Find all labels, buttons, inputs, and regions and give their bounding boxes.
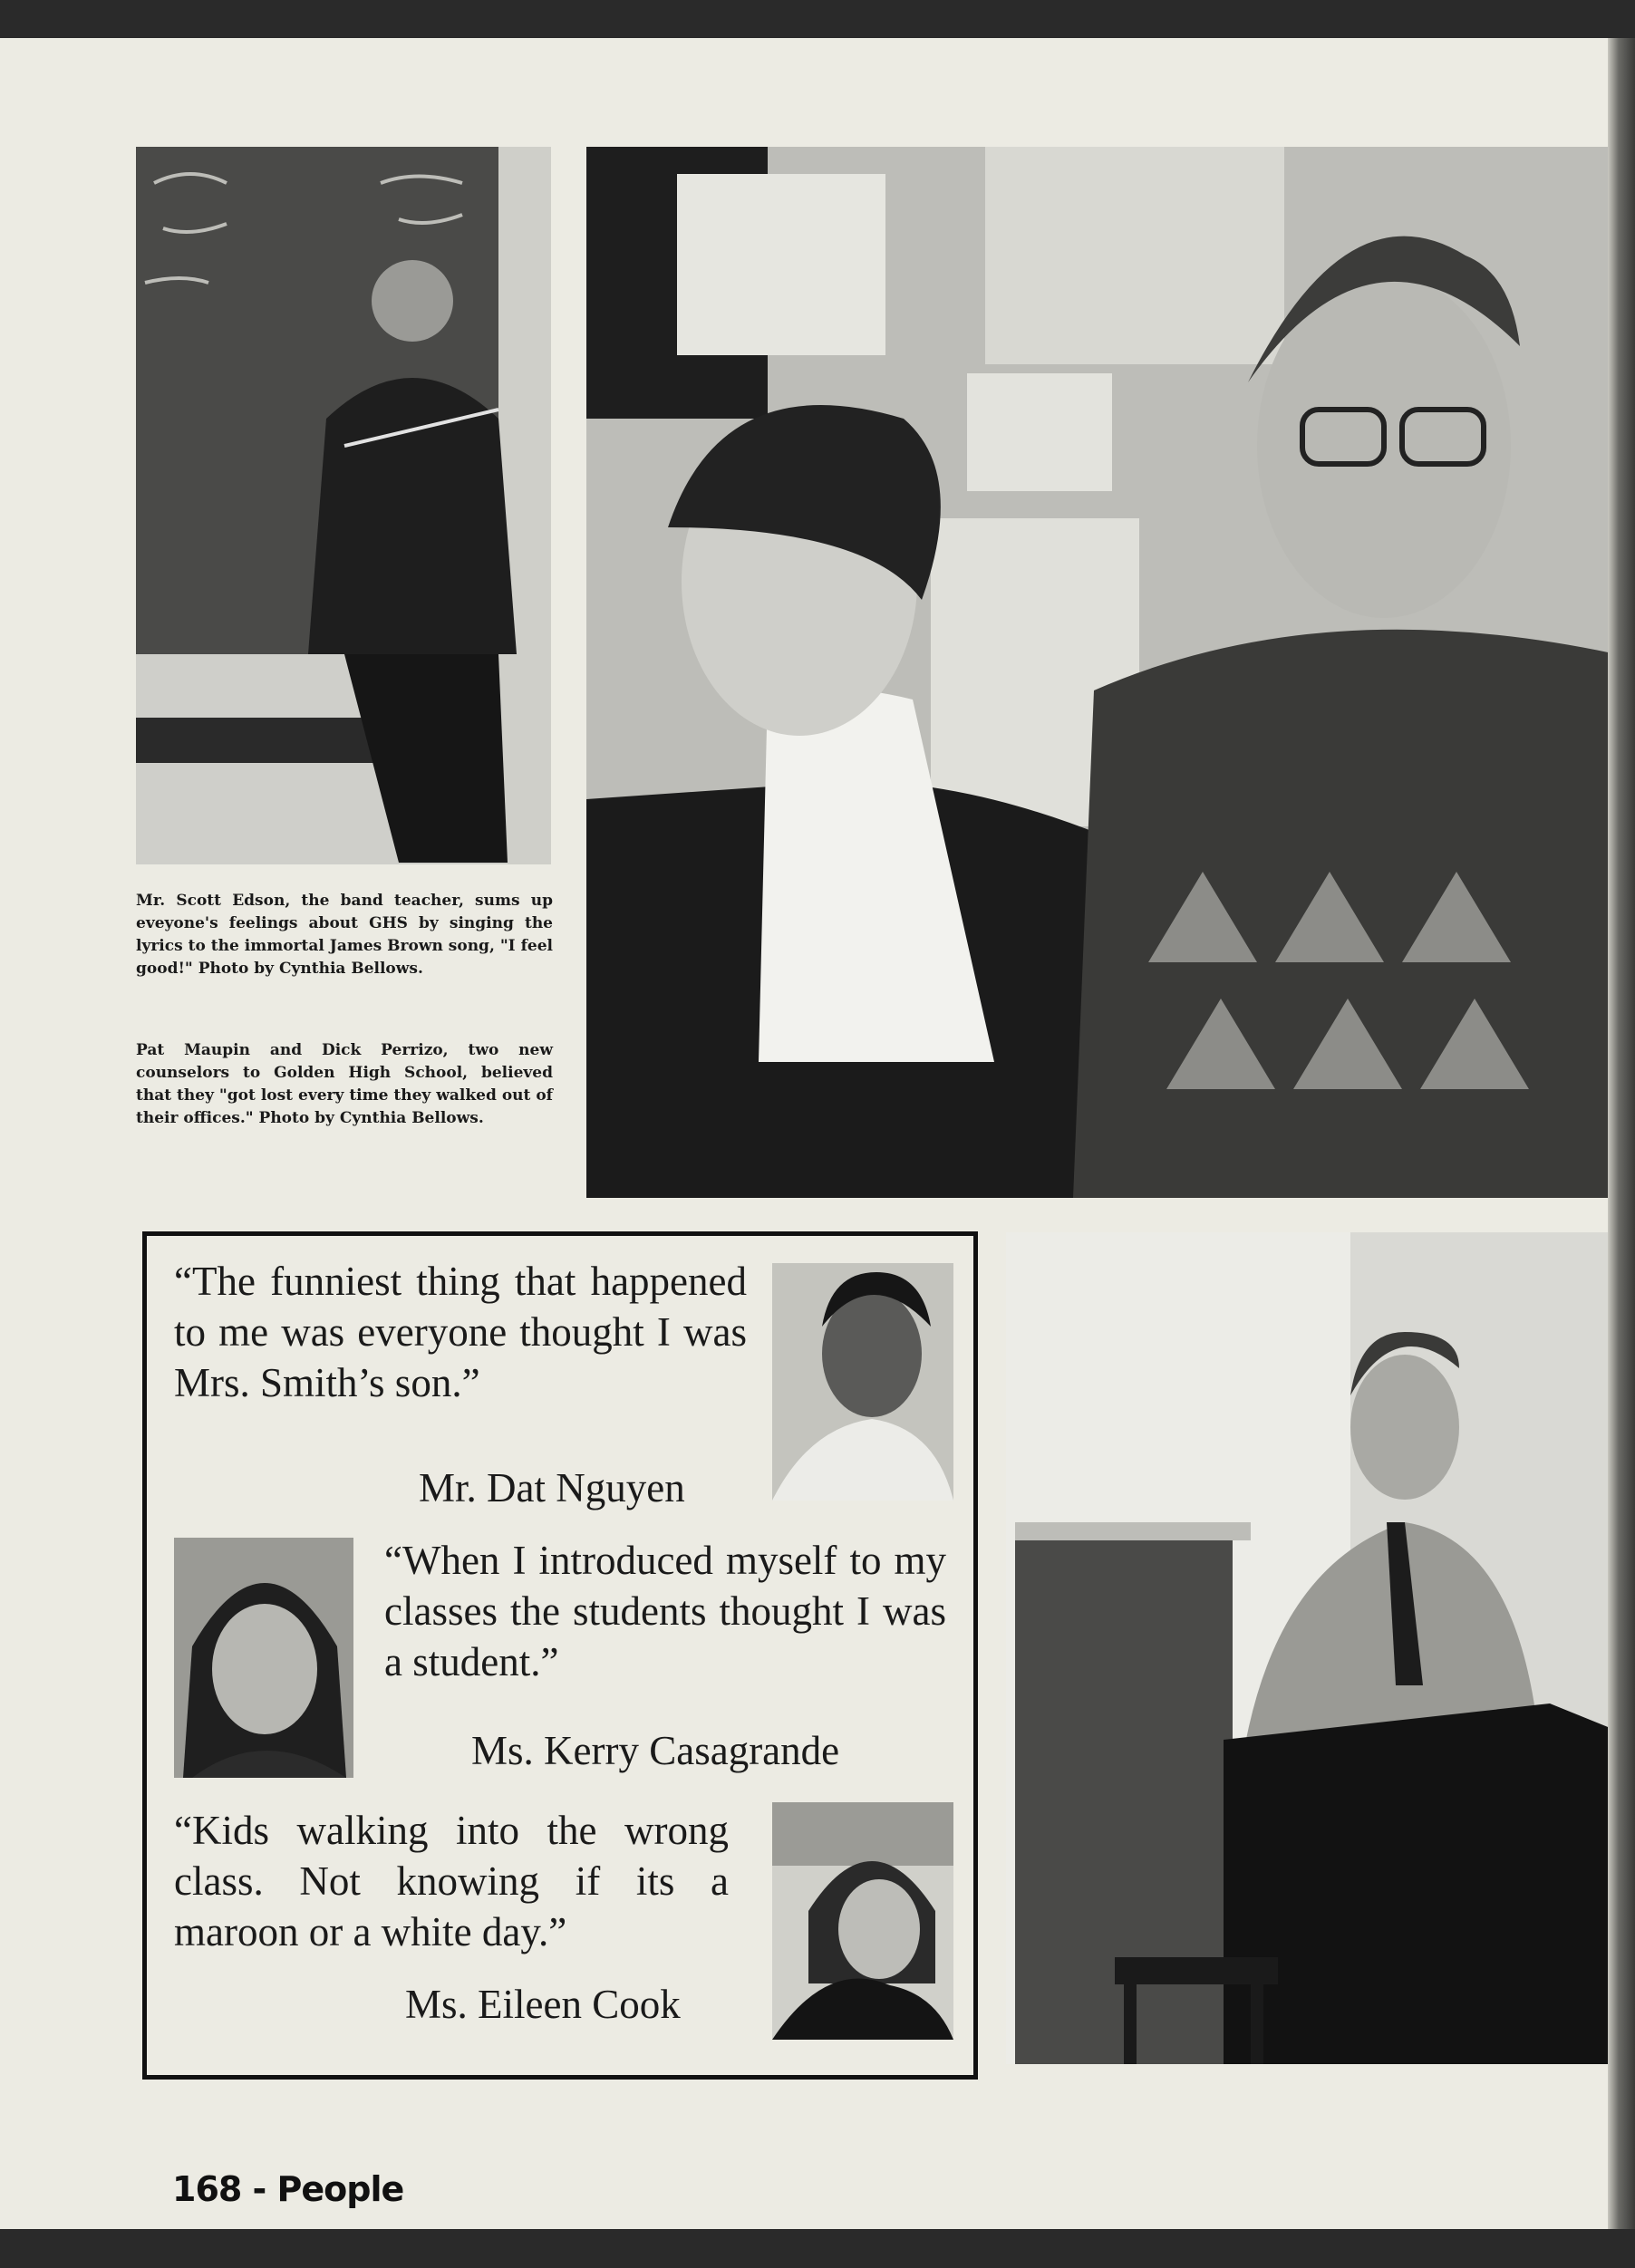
yearbook-page xyxy=(0,38,1635,2229)
book-binding-edge xyxy=(1608,38,1635,2229)
caption-band-teacher: Mr. Scott Edson, the band teacher, sums up eveyone's feelings about GHS by singing the lyrics to the immortal James Brown song, "I feel good!" Photo by Cynthia Bellows. xyxy=(136,892,553,978)
author-casagrande: Ms. Kerry Casagrande xyxy=(471,1728,840,1773)
piano-teacher-image xyxy=(1006,1232,1617,2064)
photo-counselors xyxy=(586,147,1617,1198)
portrait-nguyen xyxy=(772,1263,953,1501)
teacher-quotes-box xyxy=(142,1231,978,2080)
quote-cook: “Kids walking into the wrong class. Not knowing if its a maroon or a white day.” xyxy=(174,1808,729,1954)
portrait-cook xyxy=(772,1802,953,2040)
nguyen-portrait-image xyxy=(772,1263,953,1501)
counselors-image xyxy=(586,147,1617,1198)
page-folio: 168 - People xyxy=(172,2169,404,2209)
portrait-casagrande xyxy=(174,1538,353,1778)
photo-piano-teacher xyxy=(1006,1232,1617,2064)
quote-nguyen: “The funniest thing that happened to me was everyone thought I was Mrs. Smith’s son.” xyxy=(174,1259,747,1405)
photo-band-teacher xyxy=(136,147,551,864)
author-cook: Ms. Eileen Cook xyxy=(405,1982,681,2027)
author-nguyen: Mr. Dat Nguyen xyxy=(419,1465,685,1510)
caption-counselors: Pat Maupin and Dick Perrizo, two new counselors to Golden High School, believed that they "got lost every time they walked out of their offices." Photo by Cynthia Bellows. xyxy=(136,1041,553,1127)
band-teacher-image xyxy=(136,147,551,864)
quote-casagrande: “When I introduced myself to my classes the students thought I was a student.” xyxy=(384,1538,946,1684)
cook-portrait-image xyxy=(772,1802,953,2040)
casagrande-portrait-image xyxy=(174,1538,353,1778)
